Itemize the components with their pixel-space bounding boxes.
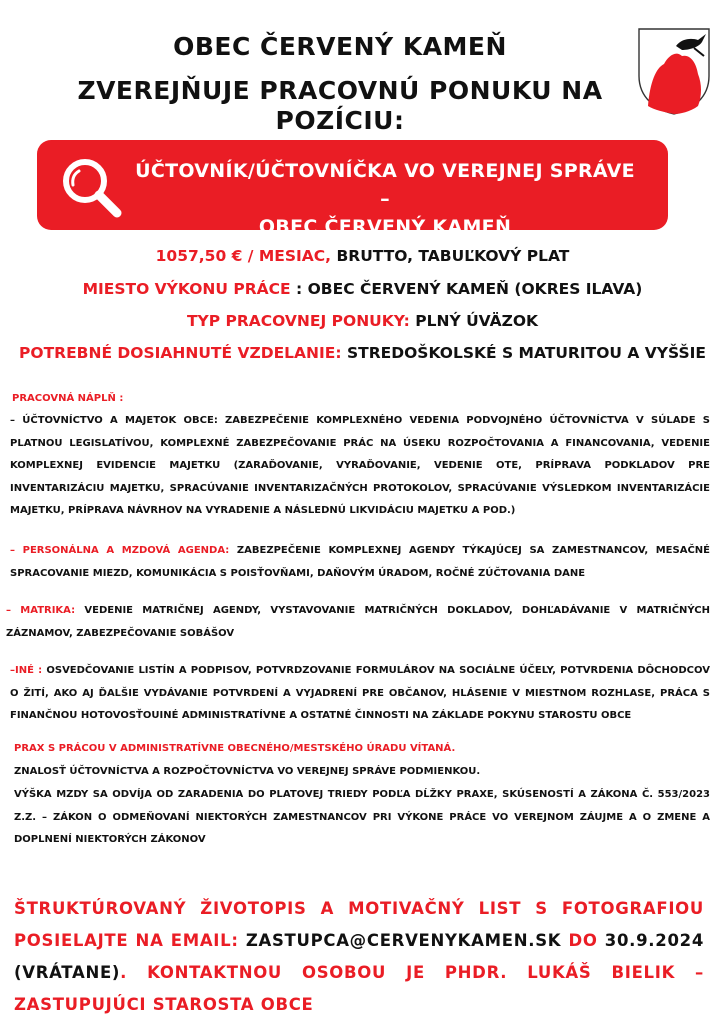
contact-person: KONTAKTNOU OSOBOU JE PHDR. LUKÁŠ BIELIK – ZASTUPUJÚCI STAROSTA OBCE (14, 963, 705, 1014)
job-type-value: PLNÝ ÚVÄZOK (415, 312, 539, 330)
duties-registry (6, 600, 710, 645)
wage-note: VÝŠKA MZDY SA ODVÍJA OD ZARADENIA DO PLATOVEJ TRIEDY PODĽA DĹŽKY PRAXE, SKÚSENOSTÍ A ZÁKONA Č. 553/2023 Z.Z. – ZÁKON O ODMEŇOVANÍ NIEKTORÝCH ZAMESTNANCOV PRI VÝKONE PRÁCE VO VEREJNOM ZÁUJME A O ZMENE A DOPLNENÍ NIEKTORÝCH ZÁKONOV (14, 789, 710, 845)
education-label: POTREBNÉ DOSIAHNUTÉ VZDELANIE: (19, 344, 342, 362)
page-subtitle: ZVEREJŇUJE PRACOVNÚ PONUKU NA POZÍCIU: (77, 76, 603, 135)
knowledge-note: ZNALOSŤ ÚČTOVNÍCTVA A ROZPOČTOVNÍCTVA VO VEREJNEJ SPRÁVE PODMIENKOU. (14, 766, 481, 777)
application-text: ŠTRUKTÚROVANÝ ŽIVOTOPIS A MOTIVAČNÝ LIST S FOTOGRAFIOU POSIELAJTE NA EMAIL: (14, 899, 704, 950)
salary-value: 1057,50 € / MESIAC, (155, 247, 332, 265)
deadline-period: . (120, 963, 128, 982)
personnel-text: ZABEZPEČENIE KOMPLEXNEJ AGENDY TÝKAJÚCEJ SA ZAMESTNANCOV, MESAČNÉ SPRACOVANIE MIEZD, KOMUNIKÁCIA S POISŤOVŇAMI, DAŇOVÝM ÚRADOM, ROČNÉ ZÚČTOVANIA DANE (10, 545, 710, 579)
job-type-line (0, 310, 725, 332)
place-value: : OBEC ČERVENÝ KAMEŇ (OKRES ILAVA) (296, 280, 643, 298)
registry-text: VEDENIE MATRIČNEJ AGENDY, VYSTAVOVANIE MATRIČNÝCH DOKLADOV, DOHĽADÁVANIE V MATRIČNÝCH ZÁZNAMOV, ZABEZPEČOVANIE SOBÁŠOV (6, 605, 711, 639)
position-title-line1: ÚČTOVNÍK/ÚČTOVNÍČKA VO VEREJNEJ SPRÁVE – (135, 160, 635, 210)
deadline-date: 30.9.2024 (VRÁTANE) (14, 931, 704, 982)
registry-label: – MATRIKA: (6, 605, 76, 616)
deadline-word: DO (568, 931, 598, 950)
salary-line (0, 245, 725, 267)
page-title: OBEC ČERVENÝ KAMEŇ (173, 32, 507, 61)
education-value: STREDOŠKOLSKÉ S MATURITOU A VYŠŠIE (347, 344, 706, 362)
position-title-line2: OBEC ČERVENÝ KAMEŇ (258, 216, 512, 238)
search-icon (57, 153, 127, 223)
job-type-label: TYP PRACOVNEJ PONUKY: (186, 312, 410, 330)
duties-accounting: – ÚČTOVNÍCTVO A MAJETOK OBCE: ZABEZPEČENIE KOMPLEXNÉHO VEDENIA PODVOJNÉHO ÚČTOVNÍCTVA V SÚLADE S PLATNOU LEGISLATÍVOU, KOMPLEXNÉ ZABEZPEČOVANIE PRÁC NA ÚSEKU ROZPOČTOVANIA A FINANCOVANIA, VEDENIE KOMPLEXNEJ EVIDENCIE MAJETKU (ZARAĎOVANIE, VYRAĎOVANIE, VEDENIE OTE, PRÍPRAVA PODKLADOV PRE INVENTARIZÁCIU MAJETKU, SPRACÚVANIE INVENTARIZAČNÝCH PROTOKOLOV, SPRACÚVANIE VÝSLEDKOM INVENTARIZÁCIE MAJETKU, PRÍPRAVA NÁVRHOV NA VYRADENIE A NÁSLEDNÚ LIKVIDÁCIU MAJETKU A POD.) (10, 415, 710, 516)
position-banner (37, 140, 668, 238)
position-title (135, 157, 635, 241)
application-instructions (14, 893, 704, 1021)
duties-personnel (10, 540, 710, 585)
duties-other (10, 660, 710, 728)
other-label: –INÉ : (10, 665, 43, 676)
education-line (0, 342, 725, 364)
coat-of-arms-icon (636, 26, 712, 116)
duties-heading: PRACOVNÁ NÁPLŇ : (12, 393, 124, 404)
experience-note: PRAX S PRÁCOU V ADMINISTRATÍVNE OBECNÉHO/MESTSKÉHO ÚRADU VÍTANÁ. (14, 743, 456, 754)
other-text: OSVEDČOVANIE LISTÍN A PODPISOV, POTVRDZOVANIE FORMULÁROV NA SOCIÁLNE ÚČELY, POTVRDENIA DÔCHODCOV O ŽITÍ, AKO AJ ĎALŠIE VYDÁVANIE POTVRDENÍ A VYJADRENÍ PRE OBČANOV, HLÁSENIE V MIESTNOM ROZHLASE, PRÁCA S FINANČNOU HOTOVOSŤOUINÉ ADMINISTRATÍVNE A OSTATNÉ ČINNOSTI NA ZÁKLADE POKYNU STAROSTU OBCE (10, 665, 710, 721)
application-email[interactable]: ZASTUPCA@CERVENYKAMEN.SK (245, 931, 562, 950)
place-label: MIESTO VÝKONU PRÁCE (82, 280, 291, 298)
place-line (0, 278, 725, 300)
personnel-label: – PERSONÁLNA A MZDOVÁ AGENDA: (10, 545, 230, 556)
salary-detail: BRUTTO, TABUĽKOVÝ PLAT (336, 247, 570, 265)
